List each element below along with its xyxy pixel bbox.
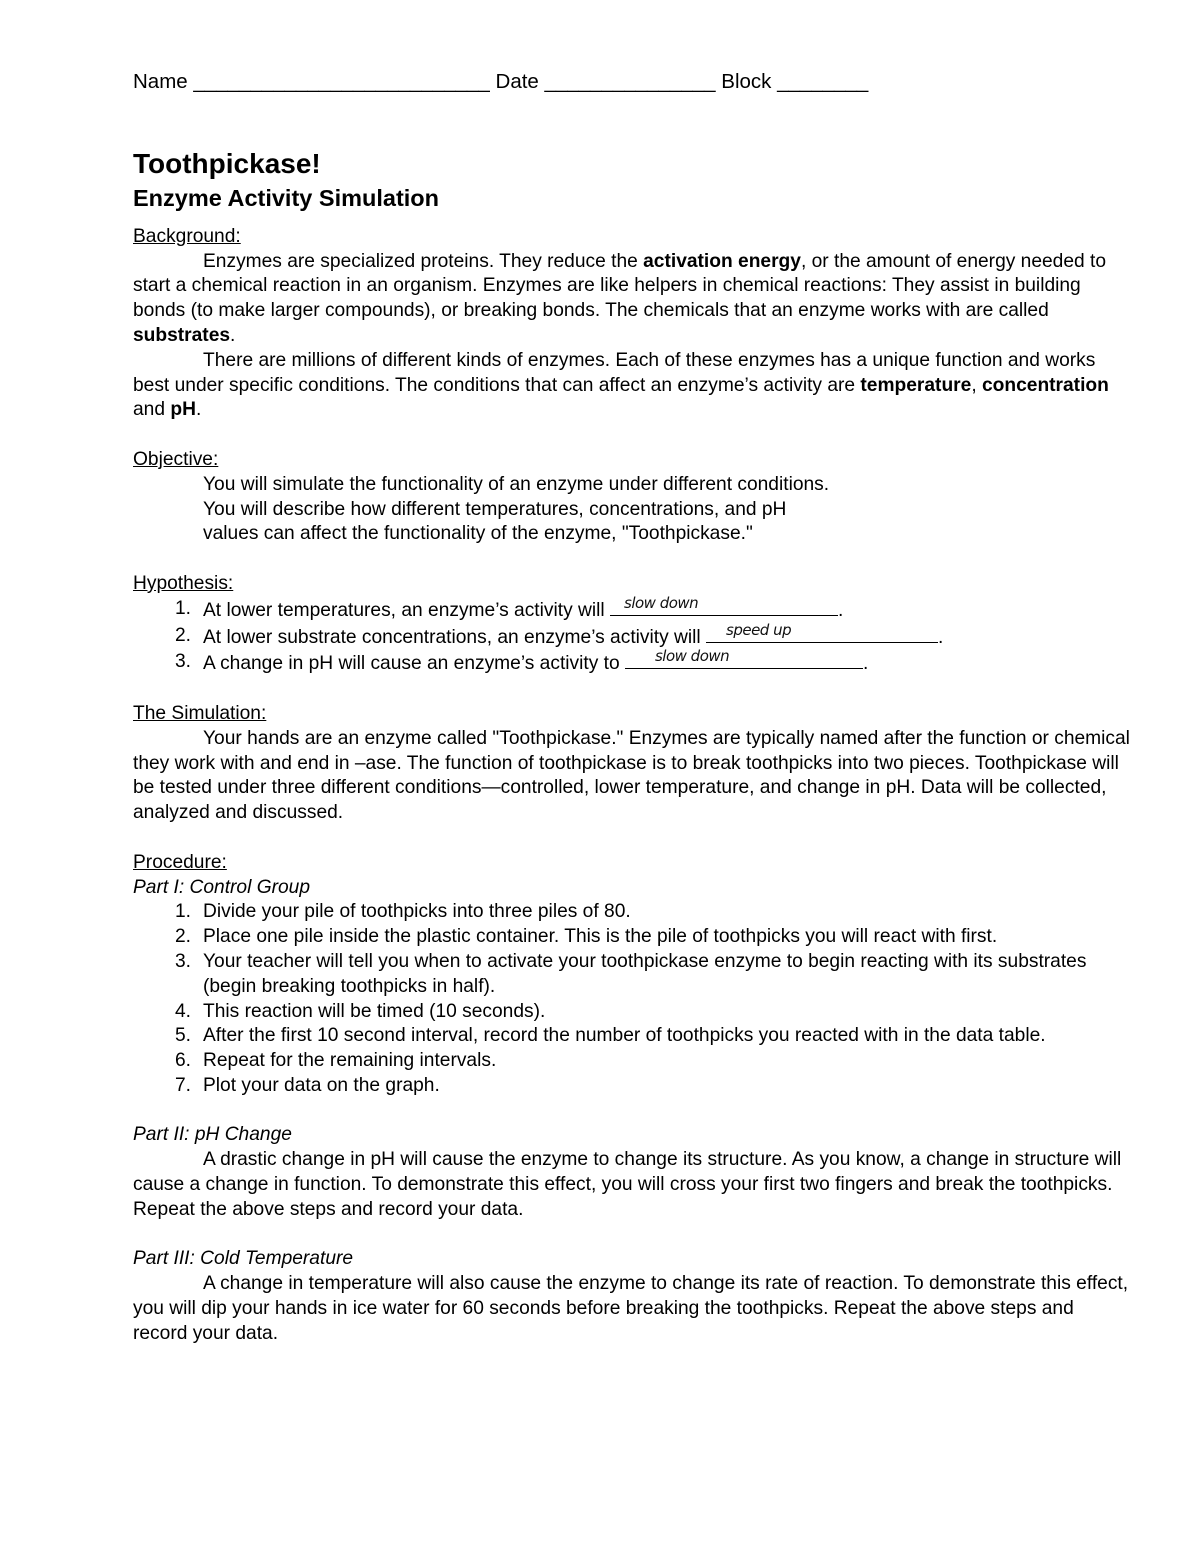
step-text: Place one pile inside the plastic container. This is the pile of toothpicks you will react with first. bbox=[203, 926, 998, 948]
objective-section bbox=[133, 448, 1133, 547]
simulation-heading: The Simulation: bbox=[133, 702, 267, 724]
block-blank: ________ bbox=[777, 70, 869, 93]
name-label: Name bbox=[133, 70, 188, 93]
objective-line: You will describe how different temperatures, concentrations, and pH bbox=[203, 498, 787, 520]
page-subtitle: Enzyme Activity Simulation bbox=[133, 184, 440, 211]
hypothesis-item bbox=[133, 620, 1133, 651]
background-text: . bbox=[230, 324, 236, 346]
term-concentration: concentration bbox=[981, 374, 1109, 396]
part1-heading: Part I: Control Group bbox=[133, 876, 311, 898]
hypothesis-item bbox=[133, 593, 1133, 624]
hypothesis-end: . bbox=[938, 626, 944, 648]
procedure-heading: Procedure: bbox=[133, 851, 227, 873]
date-label: Date bbox=[495, 70, 539, 93]
list-number: 1. bbox=[174, 901, 191, 923]
procedure-step bbox=[133, 1000, 1133, 1025]
handwritten-answer: speed up bbox=[726, 620, 792, 639]
procedure-step bbox=[133, 1049, 1133, 1074]
term-temperature: temperature bbox=[860, 374, 972, 396]
step-text: Plot your data on the graph. bbox=[203, 1074, 440, 1096]
answer-blank[interactable] bbox=[706, 620, 938, 643]
list-number: 3. bbox=[174, 651, 191, 673]
term-ph: pH bbox=[170, 399, 196, 421]
background-heading: Background: bbox=[133, 225, 241, 247]
hypothesis-item bbox=[133, 647, 1133, 677]
procedure-step bbox=[133, 925, 1133, 950]
header-line bbox=[133, 70, 1133, 95]
hypothesis-end: . bbox=[862, 653, 869, 675]
procedure-step bbox=[133, 950, 1133, 1000]
background-text: There are millions of different kinds of enzymes. Each of these enzymes has a unique function and works best under specific conditions. The conditions that can affect an enzyme’s activity are bbox=[133, 349, 1096, 396]
hypothesis-text: At lower substrate concentrations, an enzyme’s activity will bbox=[203, 626, 706, 648]
page-title: Toothpickase! bbox=[133, 147, 321, 179]
date-blank: _______________ bbox=[544, 70, 716, 93]
objective-line: values can affect the functionality of the enzyme, "Toothpickase." bbox=[203, 523, 753, 545]
procedure-steps bbox=[133, 900, 1133, 1098]
part2-paragraph: A drastic change in pH will cause the enzyme to change its structure. As you know, a change in structure will cause a change in function. To demonstrate this effect, you will cross your first two fingers and break the toothpicks. Repeat the above steps and record your data. bbox=[133, 1149, 1122, 1220]
objective-line: You will simulate the functionality of an enzyme under different conditions. bbox=[203, 473, 830, 495]
step-text: Repeat for the remaining intervals. bbox=[203, 1050, 497, 1072]
simulation-paragraph: Your hands are an enzyme called "Toothpickase." Enzymes are typically named after the function or chemical they work with and end in –ase. The function of toothpickase is to break toothpicks into two pieces. Toothpickase will be tested under three different conditions—controlled, lower temperature, and change in pH. Data will be collected, analyzed and discussed. bbox=[133, 727, 1130, 824]
answer-blank[interactable] bbox=[625, 647, 863, 669]
objective-heading: Objective: bbox=[133, 448, 219, 470]
worksheet-page bbox=[133, 70, 1133, 1347]
term-activation-energy: activation energy bbox=[643, 250, 801, 272]
step-text: After the first 10 second interval, record the number of toothpicks you reacted with in the data table. bbox=[203, 1025, 1046, 1047]
procedure-step bbox=[133, 900, 1133, 925]
hypothesis-text: At lower temperatures, an enzyme’s activity will bbox=[203, 599, 610, 621]
list-number: 6. bbox=[174, 1050, 191, 1072]
term-substrates: substrates bbox=[133, 324, 231, 346]
list-number: 2. bbox=[174, 624, 191, 646]
hypothesis-section bbox=[133, 572, 1133, 677]
procedure-step bbox=[133, 1074, 1133, 1099]
list-number: 7. bbox=[174, 1074, 191, 1096]
list-number: 1. bbox=[174, 597, 191, 619]
procedure-section bbox=[133, 851, 1133, 1347]
step-text: Divide your pile of toothpicks into three piles of 80. bbox=[203, 901, 631, 923]
block-label: Block bbox=[721, 70, 772, 93]
background-text: , bbox=[971, 374, 982, 396]
step-text: Your teacher will tell you when to activate your toothpickase enzyme to begin reacting with its substrates (begin breaking toothpicks in half). bbox=[203, 950, 1087, 997]
list-number: 2. bbox=[174, 926, 191, 948]
step-text: This reaction will be timed (10 seconds). bbox=[203, 1000, 546, 1022]
background-text: , or the amount of energy needed to start a chemical reaction in an organism. Enzymes are like helpers in chemical reactions: They assist in building bonds (to make larger compounds), or breaking bonds. The chemicals that an enzyme works with are called bbox=[133, 250, 1107, 322]
simulation-section bbox=[133, 702, 1133, 826]
background-text: . bbox=[195, 399, 202, 421]
list-number: 4. bbox=[174, 1000, 191, 1022]
part3-heading: Part III: Cold Temperature bbox=[133, 1248, 354, 1270]
part2-heading: Part II: pH Change bbox=[133, 1124, 292, 1146]
background-section bbox=[133, 225, 1133, 423]
background-text: and bbox=[133, 399, 171, 421]
procedure-step bbox=[133, 1024, 1133, 1049]
background-paragraph-2 bbox=[133, 349, 1133, 423]
background-text: Enzymes are specialized proteins. They reduce the bbox=[203, 250, 644, 272]
hypothesis-text: A change in pH will cause an enzyme’s activity to bbox=[203, 653, 625, 675]
background-paragraph-1 bbox=[133, 250, 1133, 349]
hypothesis-heading: Hypothesis: bbox=[133, 572, 234, 594]
hypothesis-end: . bbox=[838, 599, 844, 621]
part3-paragraph: A change in temperature will also cause the enzyme to change its rate of reaction. To demonstrate this effect, you will dip your hands in ice water for 60 seconds before breaking the toothpicks. Repeat the above steps and record your data. bbox=[133, 1273, 1129, 1344]
handwritten-answer: slow down bbox=[654, 647, 730, 666]
list-number: 3. bbox=[174, 950, 191, 972]
name-blank: __________________________ bbox=[193, 70, 490, 93]
answer-blank[interactable] bbox=[610, 593, 838, 616]
handwritten-answer: slow down bbox=[624, 593, 699, 612]
list-number: 5. bbox=[174, 1025, 191, 1047]
hypothesis-list bbox=[133, 593, 1133, 677]
